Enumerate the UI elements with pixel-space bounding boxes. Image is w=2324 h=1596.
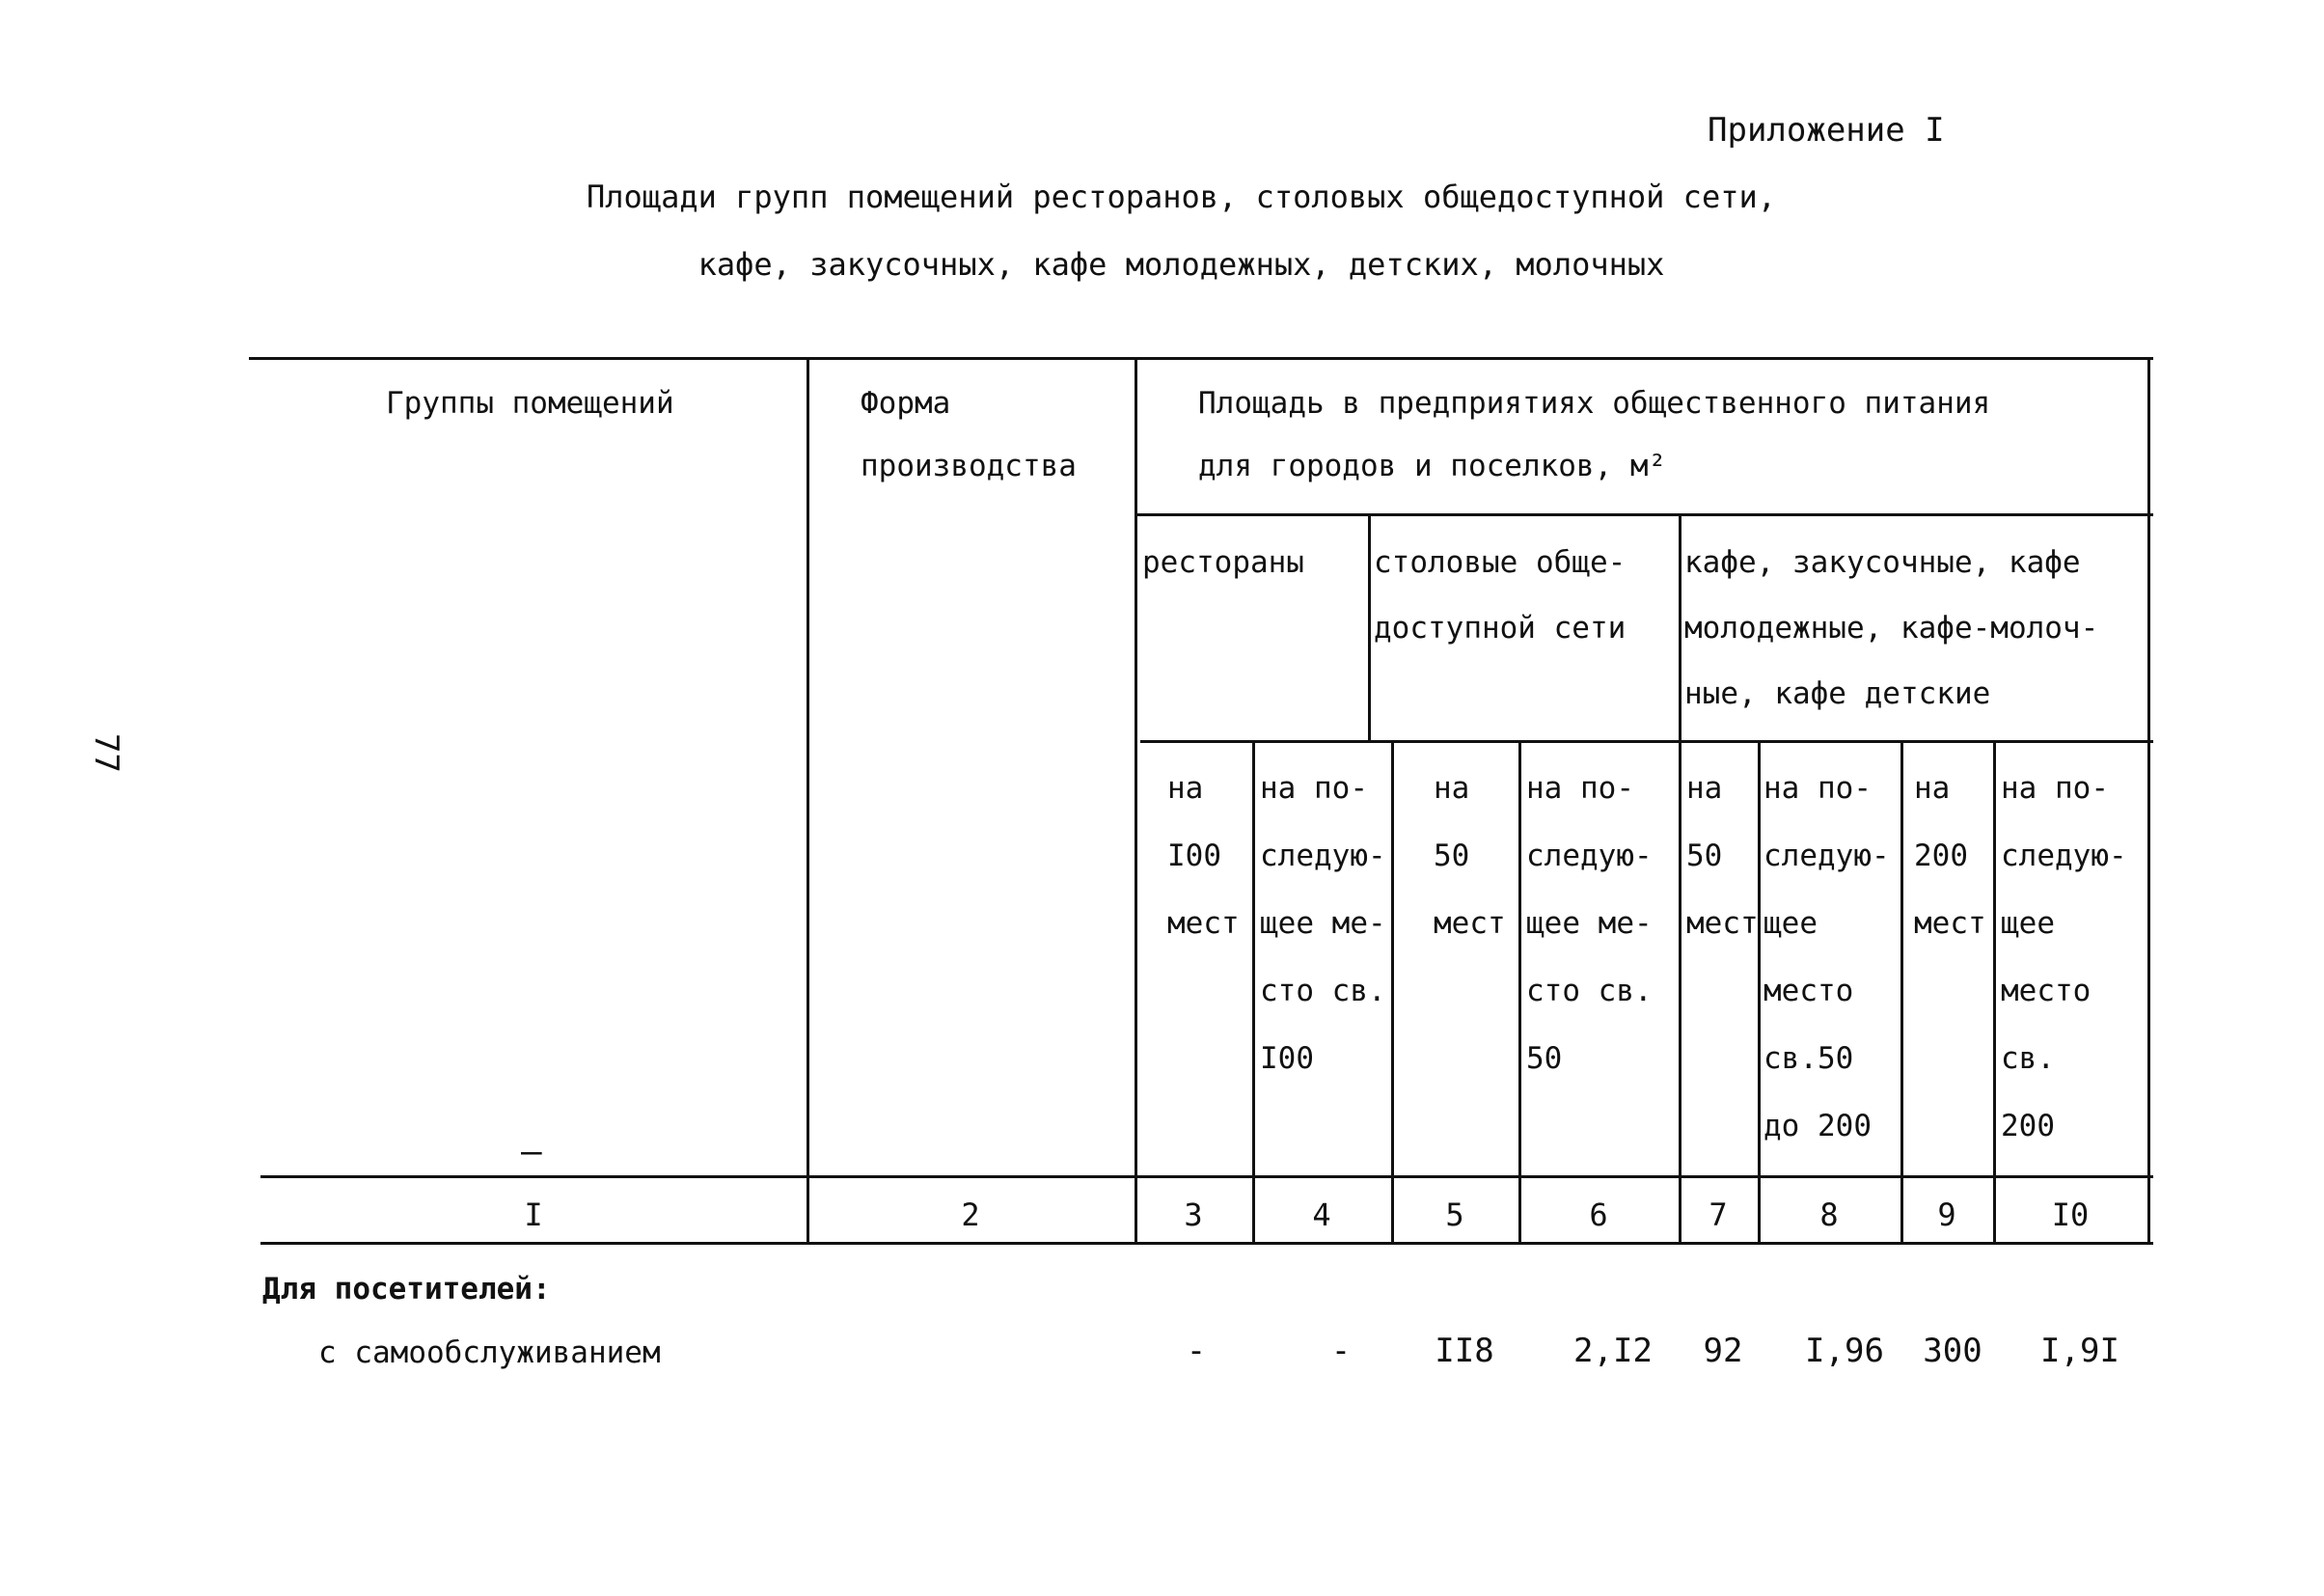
header-production-form-2: производства [861,449,1077,483]
row-value-col-9: 300 [1923,1332,1982,1370]
header-group-cafes-3: ные, кафе детские [1684,676,1991,711]
row-value-col-4: - [1330,1332,1352,1370]
subheader-col-4: на по- следую- щее ме- сто св. I00 [1260,771,1386,1076]
title-line-2: кафе, закусочных, кафе молодежных, детских, молочных [697,246,1665,283]
span-header-rule [1136,513,2153,516]
col-number-7: 7 [1709,1197,1728,1233]
row-value-col-10: I,9I [2040,1332,2119,1370]
col-number-10: I0 [2051,1197,2090,1233]
col-divider-1 [807,357,809,1242]
section-label-visitors: Для посетителей: [262,1272,551,1307]
col-number-4: 4 [1312,1197,1331,1233]
col-number-8: 8 [1819,1197,1839,1233]
title-line-1: Площади групп помещений ресторанов, столовых общедоступной сети, [587,179,1776,215]
row-value-col-5: II8 [1435,1332,1494,1370]
group-header-rule [1140,740,2153,743]
col-number-5: 5 [1445,1197,1464,1233]
subheader-col-8: на по- следую- щее место св.50 до 200 [1764,771,1890,1143]
row-value-col-8: I,96 [1805,1332,1884,1370]
header-bottom-rule [260,1175,2153,1178]
sub-divider-8 [1900,740,1903,1242]
sub-divider-3 [1252,740,1255,1242]
page-number: 77 [87,733,125,773]
sub-divider-9 [1993,740,1996,1242]
subheader-col-7: на 50 мест [1686,771,1759,941]
col-divider-2 [1135,357,1137,1242]
header-group-cafes-2: молодежные, кафе-молоч- [1684,611,2099,646]
row-label-self-service: с самообслуживанием [318,1335,661,1370]
col-number-9: 9 [1937,1197,1956,1233]
header-group-canteens-1: столовые обще- [1374,545,1627,580]
col-number-1: I [524,1197,543,1233]
subheader-col-3: на I00 мест [1167,771,1240,941]
header-dash: – [521,1132,542,1171]
subheader-col-9: на 200 мест [1914,771,1986,941]
subheader-col-5: на 50 мест [1434,771,1506,941]
subheader-col-10: на по- следую- щее место св. 200 [2001,771,2127,1143]
sub-divider-6 [1679,740,1681,1242]
header-room-groups: Группы помещений [386,386,674,421]
table-right-border [2147,357,2150,1242]
row-value-col-7: 92 [1703,1332,1743,1370]
header-production-form-1: Форма [861,386,951,421]
subheader-col-6: на по- следую- щее ме- сто св. 50 [1526,771,1653,1076]
group-divider-1 [1368,515,1371,740]
col-number-6: 6 [1589,1197,1608,1233]
header-group-restaurants: рестораны [1142,545,1304,580]
header-area-span-2: для городов и поселков, м² [1198,449,1667,483]
row-value-col-6: 2,I2 [1573,1332,1653,1370]
group-divider-2 [1679,515,1681,740]
header-group-canteens-2: доступной сети [1374,611,1627,646]
appendix-label: Приложение I [1708,111,1945,150]
sub-divider-5 [1518,740,1521,1242]
row-value-col-3: - [1186,1332,1207,1370]
col-number-3: 3 [1184,1197,1203,1233]
table-top-rule [249,357,2153,360]
header-group-cafes-1: кафе, закусочные, кафе [1684,545,2081,580]
numbers-bottom-rule [260,1242,2153,1245]
header-area-span-1: Площадь в предприятиях общественного питания [1198,386,1991,421]
col-number-2: 2 [961,1197,980,1233]
sub-divider-4 [1391,740,1394,1242]
